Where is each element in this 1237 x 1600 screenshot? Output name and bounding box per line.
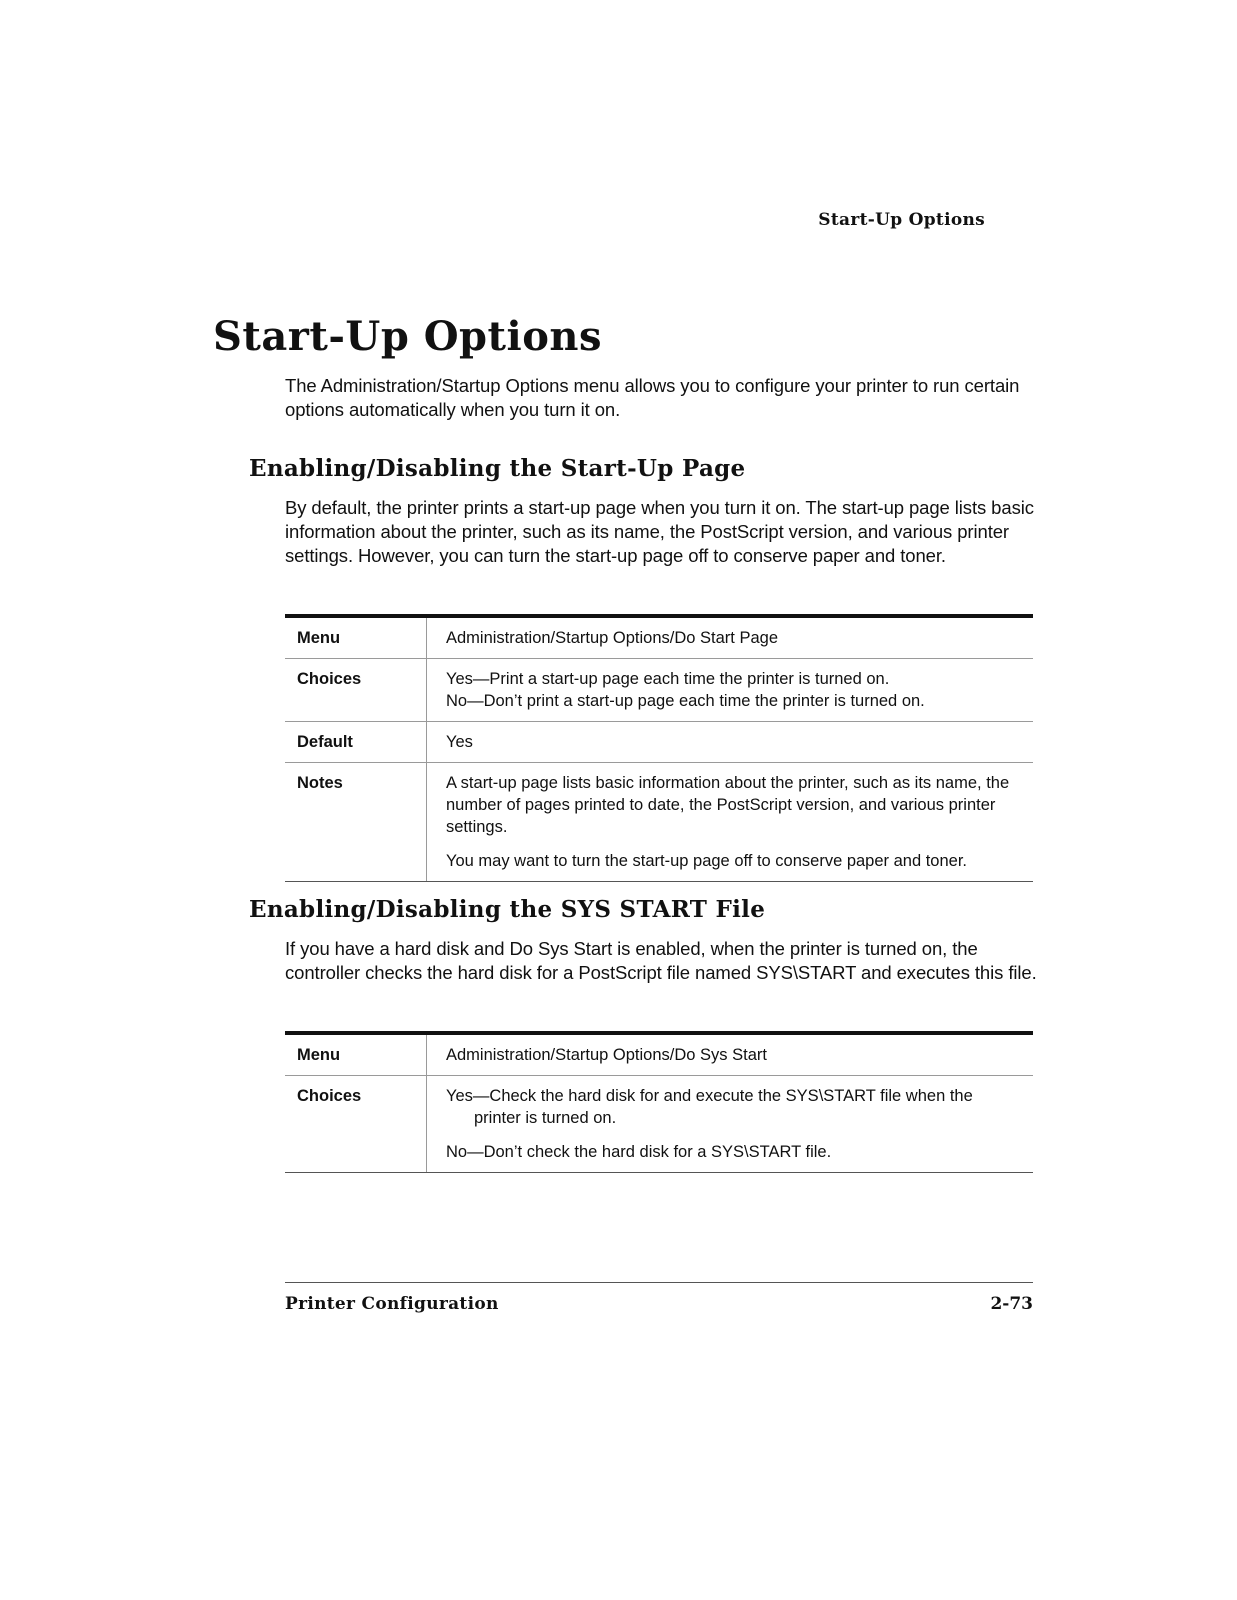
row-label: Menu [285, 618, 427, 658]
row-value [427, 659, 1033, 721]
row-label: Choices [285, 659, 427, 721]
intro-paragraph: The Administration/Startup Options menu allows you to configure your printer to run certain options automatically when you turn it on. [285, 375, 1020, 420]
note-text: You may want to turn the start-up page off to conserve paper and toner. [446, 852, 968, 870]
table-row-menu [285, 1035, 1033, 1075]
row-label: Default [285, 722, 427, 762]
choice-yes: Yes—Check the hard disk for and execute the SYS\START file when the printer is turned on. [446, 1087, 973, 1127]
footer-rule [285, 1282, 1033, 1283]
choice-yes: Yes—Print a start-up page each time the printer is turned on. [446, 670, 890, 688]
choice-no: No—Don’t check the hard disk for a SYS\START file. [446, 1143, 832, 1161]
section-body-start-up-page: By default, the printer prints a start-up page when you turn it on. The start-up page lists basic information about the printer, such as its name, the PostScript version, and various printer settings. However, you can turn the start-up page off to conserve paper and toner. [285, 497, 1034, 566]
menu-path: Administration/Startup Options/Do Sys Start [446, 1046, 767, 1064]
menu-path: Administration/Startup Options/Do Start Page [446, 629, 778, 647]
choice-no: No—Don’t print a start-up page each time the printer is turned on. [446, 692, 925, 710]
table-row-notes [285, 762, 1033, 881]
default-value: Yes [446, 733, 473, 751]
note-text: A start-up page lists basic information about the printer, such as its name, the number of pages printed to date, the PostScript version, and various printer settings. [446, 774, 1010, 836]
start-up-page-table [285, 614, 1033, 882]
footer-chapter-title: Printer Configuration [285, 1294, 499, 1314]
section-heading-start-up-page: Enabling/Disabling the Start-Up Page [249, 455, 746, 482]
sys-start-table [285, 1031, 1033, 1173]
row-value [427, 1035, 1033, 1075]
section-heading-sys-start: Enabling/Disabling the SYS START File [249, 896, 766, 923]
row-value [427, 722, 1033, 762]
section-body-sys-start: If you have a hard disk and Do Sys Start is enabled, when the printer is turned on, the controller checks the hard disk for a PostScript file named SYS\START and executes this file. [285, 938, 1037, 983]
row-value [427, 618, 1033, 658]
running-header: Start-Up Options [818, 210, 985, 230]
row-value [427, 763, 1033, 881]
table-row-choices [285, 658, 1033, 721]
table-row-choices [285, 1075, 1033, 1172]
row-label: Choices [285, 1076, 427, 1172]
row-label: Notes [285, 763, 427, 881]
page-title: Start-Up Options [213, 313, 602, 360]
row-value [427, 1076, 1033, 1172]
row-label: Menu [285, 1035, 427, 1075]
footer-page-number: 2-73 [990, 1294, 1033, 1314]
table-row-default [285, 721, 1033, 762]
table-row-menu [285, 618, 1033, 658]
